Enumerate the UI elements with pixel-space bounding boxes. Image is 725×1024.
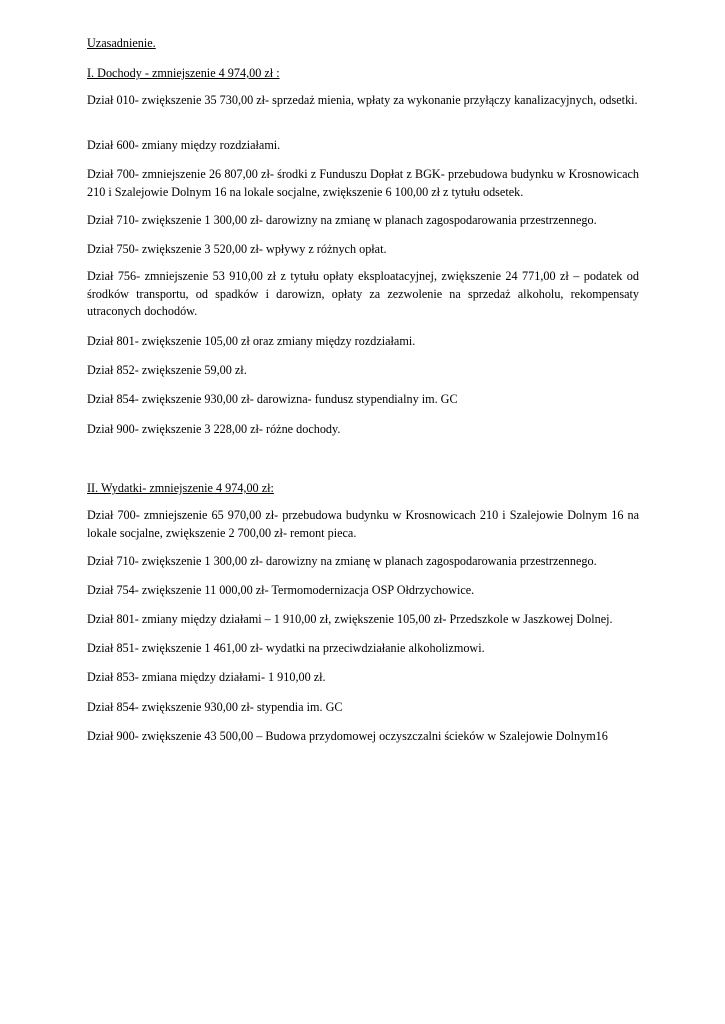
expense-item: Dział 710- zwiększenie 1 300,00 zł- darowizny na zmianę w planach zagospodarowania przestrzennego.: [87, 554, 597, 568]
document-title: Uzasadnienie.: [87, 36, 156, 50]
income-item: Dział 750- zwiększenie 3 520,00 zł- wpływy z różnych opłat.: [87, 242, 387, 256]
income-item: Dział 756- zmniejszenie 53 910,00 zł z tytułu opłaty eksploatacyjnej, zwiększenie 24 771,00 zł – podatek od środków transportu, od spadków i darowizn, opłaty za zezwolenie na sprzedaż alkoholu, rekompensaty utraconych dochodów.: [87, 269, 639, 318]
income-item: Dział 010- zwiększenie 35 730,00 zł- sprzedaż mienia, wpłaty za wykonanie przyłączy kanalizacyjnych, odsetki.: [87, 93, 638, 107]
income-heading: I. Dochody - zmniejszenie 4 974,00 zł :: [87, 66, 280, 80]
expense-item: Dział 854- zwiększenie 930,00 zł- stypendia im. GC: [87, 700, 343, 714]
income-item: Dział 854- zwiększenie 930,00 zł- darowizna- fundusz stypendialny im. GC: [87, 392, 458, 406]
expense-item: Dział 801- zmiany między działami – 1 910,00 zł, zwiększenie 105,00 zł- Przedszkole w Jaszkowej Dolnej.: [87, 612, 613, 626]
expense-item: Dział 853- zmiana między działami- 1 910,00 zł.: [87, 670, 326, 684]
expense-item: Dział 700- zmniejszenie 65 970,00 zł- przebudowa budynku w Krosnowicach 210 i Szalejowie Dolnym 16 na lokale socjalne, zwiększenie 2 700,00 zł- remont pieca.: [87, 508, 639, 540]
income-item: Dział 600- zmiany między rozdziałami.: [87, 138, 281, 152]
income-item: Dział 710- zwiększenie 1 300,00 zł- darowizny na zmianę w planach zagospodarowania przestrzennego.: [87, 213, 597, 227]
income-item: Dział 801- zwiększenie 105,00 zł oraz zmiany między rozdziałami.: [87, 334, 416, 348]
expense-item: Dział 851- zwiększenie 1 461,00 zł- wydatki na przeciwdziałanie alkoholizmowi.: [87, 641, 485, 655]
expense-item: Dział 900- zwiększenie 43 500,00 – Budowa przydomowej oczyszczalni ścieków w Szalejowie Dolnym16: [87, 729, 608, 743]
income-item: Dział 900- zwiększenie 3 228,00 zł- różne dochody.: [87, 422, 341, 436]
expense-item: Dział 754- zwiększenie 11 000,00 zł- Termomodernizacja OSP Ołdrzychowice.: [87, 583, 475, 597]
income-item: Dział 852- zwiększenie 59,00 zł.: [87, 363, 247, 377]
expenses-heading: II. Wydatki- zmniejszenie 4 974,00 zł:: [87, 481, 274, 495]
income-item: Dział 700- zmniejszenie 26 807,00 zł- środki z Funduszu Dopłat z BGK- przebudowa budynku w Krosnowicach 210 i Szalejowie Dolnym 16 na lokale socjalne, zwiększenie 6 100,00 zł z tytułu odsetek.: [87, 167, 639, 199]
